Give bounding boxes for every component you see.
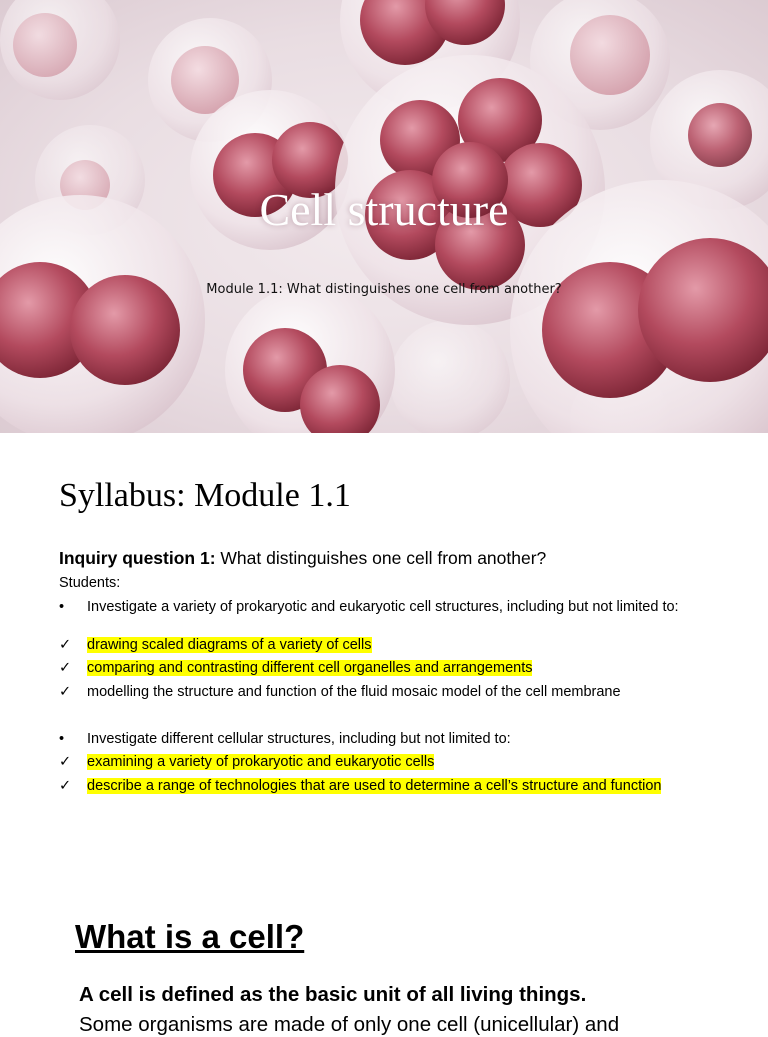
list-item xyxy=(59,755,679,770)
syllabus-title: Syllabus: Module 1.1 xyxy=(59,477,351,514)
students-label: Students: xyxy=(59,575,121,591)
list-item xyxy=(59,638,679,653)
title-slide-title: Cell structure xyxy=(259,184,509,235)
list-item-text: describe a range of technologies that are used to determine a cell’s structure and function xyxy=(87,778,662,794)
bullet-marker: • xyxy=(59,599,65,615)
list-item-text: Investigate a variety of prokaryotic and eukaryotic cell structures, including but not limited to: xyxy=(87,599,679,615)
check-icon: ✓ xyxy=(59,684,72,700)
inquiry-text: What distinguishes one cell from another? xyxy=(215,548,547,568)
cell-slide-heading: What is a cell? xyxy=(75,918,305,955)
list-item xyxy=(59,685,679,700)
check-icon: ✓ xyxy=(59,754,72,770)
what-is-a-cell-slide xyxy=(0,873,768,1036)
list-item xyxy=(59,732,679,747)
inquiry-label: Inquiry question 1: xyxy=(59,548,216,568)
list-item-text: drawing scaled diagrams of a variety of cells xyxy=(87,637,372,653)
list-item xyxy=(59,600,679,615)
list-item-text: Investigate different cellular structures, including but not limited to: xyxy=(87,731,511,747)
list-item-text: comparing and contrasting different cell organelles and arrangements xyxy=(87,660,533,676)
list-item xyxy=(59,779,679,794)
syllabus-slide xyxy=(0,433,768,873)
check-icon: ✓ xyxy=(59,660,72,676)
check-icon: ✓ xyxy=(59,778,72,794)
inquiry-question xyxy=(59,548,546,569)
list-item-text: examining a variety of prokaryotic and eukaryotic cells xyxy=(87,754,435,770)
check-icon: ✓ xyxy=(59,637,72,653)
cell-definition: A cell is defined as the basic unit of all living things. xyxy=(79,983,587,1006)
list-item-text: modelling the structure and function of the fluid mosaic model of the cell membrane xyxy=(87,684,621,700)
title-slide xyxy=(0,0,768,433)
bullet-marker: • xyxy=(59,731,65,747)
cell-continued-text: Some organisms are made of only one cell (unicellular) and xyxy=(79,1013,620,1036)
title-slide-subtitle: Module 1.1: What distinguishes one cell from another? xyxy=(206,282,562,297)
list-item xyxy=(59,661,679,676)
